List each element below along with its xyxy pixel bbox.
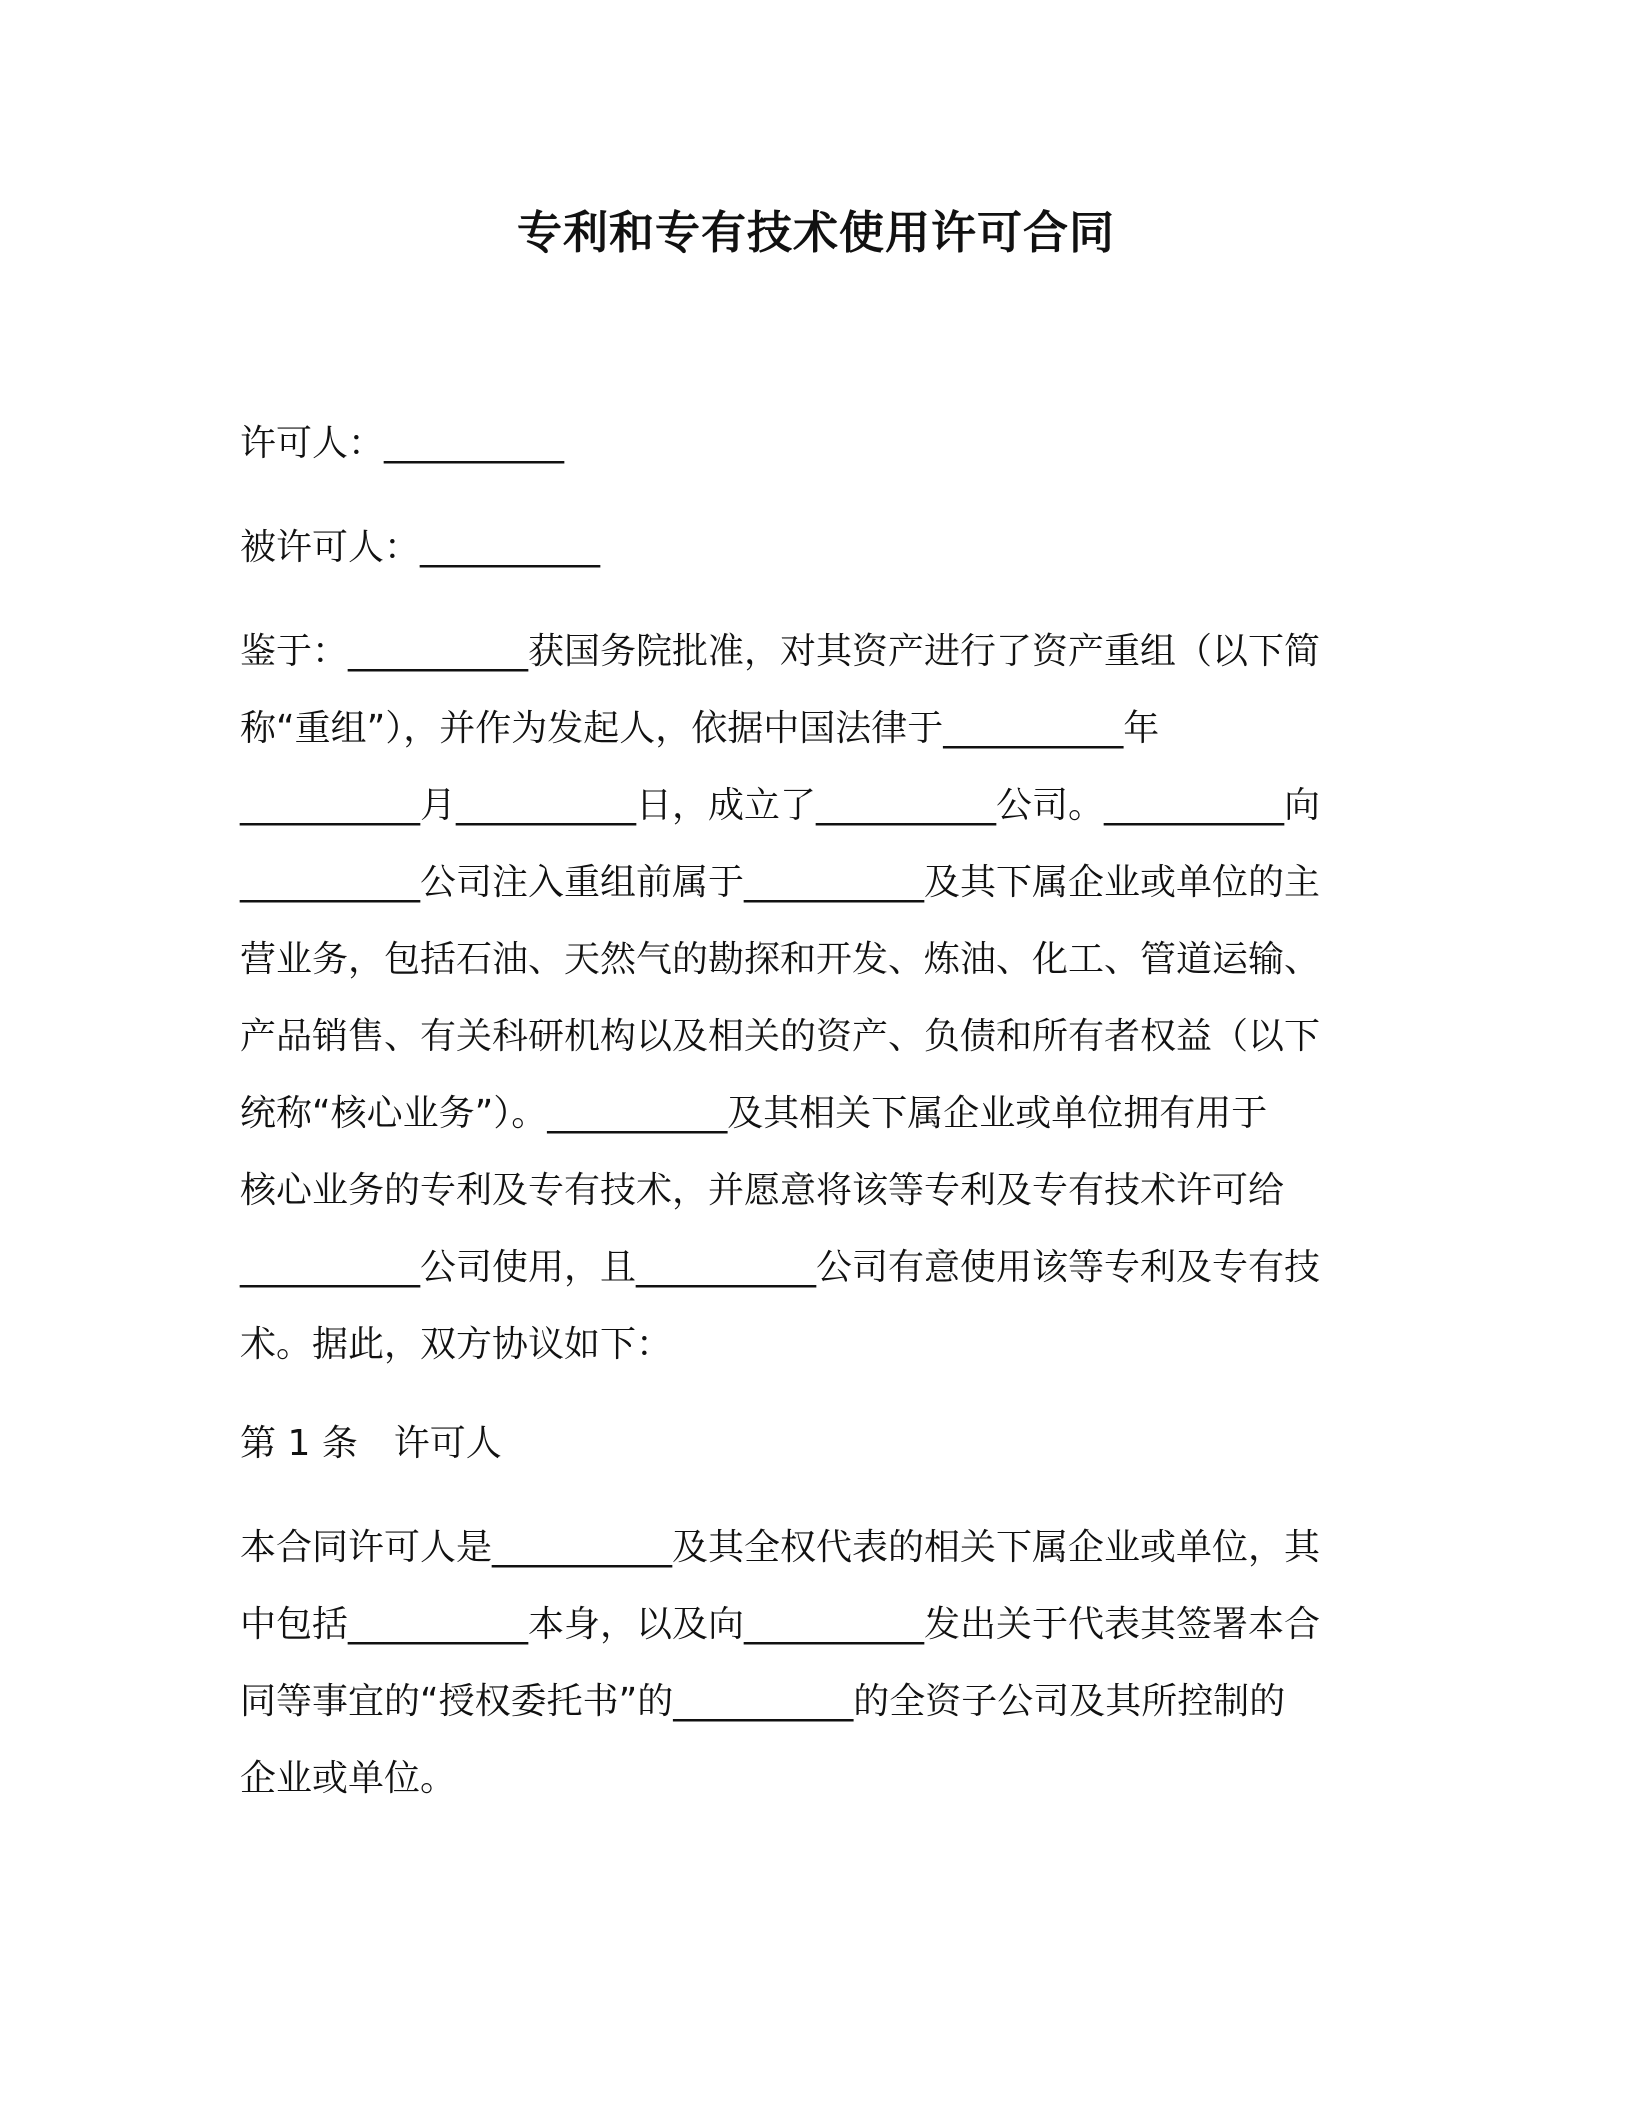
recital-line: 统称“核心业务”）。__________及其相关下属企业或单位拥有用于 bbox=[240, 1093, 1268, 1134]
article-1-line: 企业或单位。 bbox=[240, 1758, 457, 1799]
article-1-line: 中包括__________本身，以及向__________发出关于代表其签署本合 bbox=[240, 1604, 1321, 1645]
recital-line: 称“重组”），并作为发起人，依据中国法律于__________年 bbox=[240, 708, 1160, 749]
recital-line: __________月__________日，成立了__________公司。__________向 bbox=[240, 785, 1321, 826]
licensor-line: 许可人：__________ bbox=[240, 423, 565, 464]
recital-line: __________公司注入重组前属于__________及其下属企业或单位的主 bbox=[240, 862, 1321, 903]
recital-line: 鉴于：__________获国务院批准，对其资产进行了资产重组（以下简 bbox=[240, 631, 1321, 672]
recital-line: 营业务，包括石油、天然气的勘探和开发、炼油、化工、管道运输、 bbox=[240, 939, 1321, 980]
article-1-line: 本合同许可人是__________及其全权代表的相关下属企业或单位，其 bbox=[240, 1527, 1321, 1568]
article-1-heading: 第 1 条 许可人 bbox=[240, 1423, 502, 1464]
recital-line: 核心业务的专利及专有技术，并愿意将该等专利及专有技术许可给 bbox=[240, 1170, 1285, 1211]
recital-line: 产品销售、有关科研机构以及相关的资产、负债和所有者权益（以下 bbox=[240, 1016, 1321, 1057]
document-title: 专利和专有技术使用许可合同 bbox=[516, 206, 1115, 259]
recital-line: 术。据此，双方协议如下： bbox=[240, 1324, 673, 1365]
recital-line: __________公司使用，且__________公司有意使用该等专利及专有技 bbox=[240, 1247, 1321, 1288]
article-1-line: 同等事宜的“授权委托书”的__________的全资子公司及其所控制的 bbox=[240, 1681, 1286, 1722]
licensee-line: 被许可人：__________ bbox=[240, 527, 601, 568]
